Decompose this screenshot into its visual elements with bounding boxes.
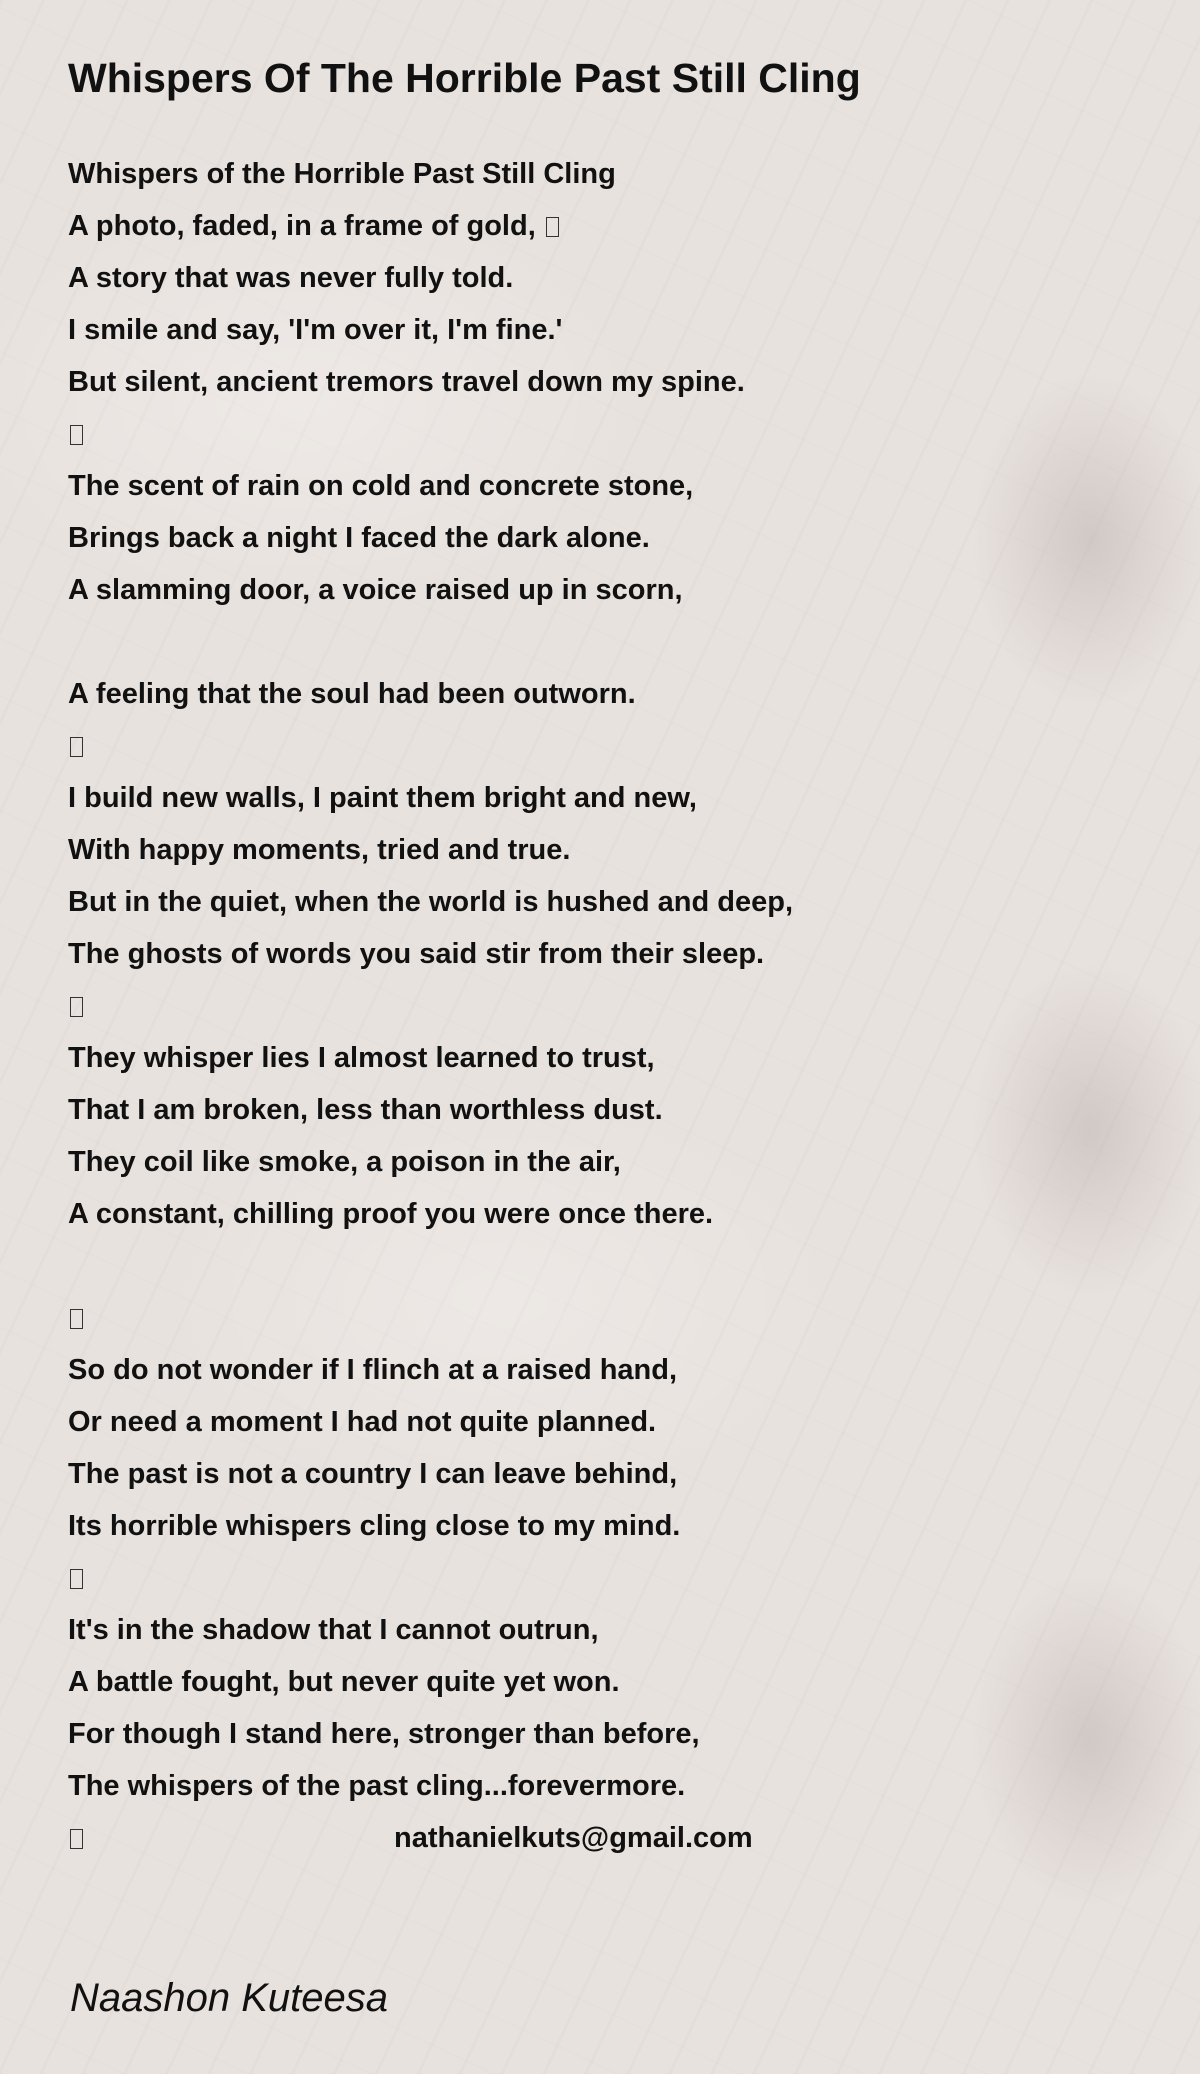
poem-line	[68, 460, 1148, 512]
poem-line	[68, 980, 1148, 1032]
poem-line	[68, 720, 1148, 772]
poem-line-text: A constant, chilling proof you were once there.	[68, 1198, 714, 1230]
poem-line	[68, 1760, 1148, 1812]
poem-line	[68, 1396, 1148, 1448]
poem-line-text: A feeling that the soul had been outworn.	[68, 678, 636, 710]
poem-line-text: That I am broken, less than worthless dust.	[68, 1094, 663, 1126]
poem-line	[68, 252, 1148, 304]
poem-line-text: So do not wonder if I flinch at a raised hand,	[68, 1354, 678, 1386]
poem-line	[68, 1500, 1148, 1552]
poem-line	[68, 1292, 1148, 1344]
missing-glyph-icon	[70, 1829, 83, 1849]
poem-line	[68, 512, 1148, 564]
poem-line-text: A story that was never fully told.	[68, 262, 514, 294]
poem-line	[68, 1604, 1148, 1656]
poem-line-text: I smile and say, 'I'm over it, I'm fine.'	[68, 314, 563, 346]
poem-line	[68, 1552, 1148, 1604]
poem-line-text: It's in the shadow that I cannot outrun,	[68, 1614, 599, 1646]
poem-line	[68, 304, 1148, 356]
poem-line-text: A battle fought, but never quite yet won.	[68, 1666, 620, 1698]
poem-line-text: The ghosts of words you said stir from their sleep.	[68, 938, 765, 970]
poem-line	[68, 1084, 1148, 1136]
poem-line-text: The past is not a country I can leave behind,	[68, 1458, 678, 1490]
poem-line-text: Or need a moment I had not quite planned.	[68, 1406, 657, 1438]
poem-line-email	[68, 1812, 1148, 1864]
poem-line-text: The scent of rain on cold and concrete stone,	[68, 470, 694, 502]
missing-glyph-icon	[70, 737, 83, 757]
poem-line	[68, 356, 1148, 408]
poem-line	[68, 200, 1148, 252]
missing-glyph-icon	[70, 1309, 83, 1329]
poem-line	[68, 772, 1148, 824]
missing-glyph-icon	[70, 1569, 83, 1589]
missing-glyph-icon	[70, 997, 83, 1017]
poem-line	[68, 1136, 1148, 1188]
poem-line-text: They coil like smoke, a poison in the air,	[68, 1146, 621, 1178]
poem-line	[68, 1708, 1148, 1760]
poem-author[interactable]: Naashon Kuteesa	[70, 1976, 389, 2020]
poem-line	[68, 1240, 1148, 1292]
poem-line-text: A slamming door, a voice raised up in scorn,	[68, 574, 683, 606]
poem-line	[68, 1656, 1148, 1708]
poem-line	[68, 408, 1148, 460]
poem-line	[68, 616, 1148, 668]
author-email: nathanielkuts@gmail.com	[394, 1822, 753, 1854]
poem-line-text: But in the quiet, when the world is hushed and deep,	[68, 886, 794, 918]
poem-line-text: Brings back a night I faced the dark alone.	[68, 522, 650, 554]
poem-line-text: Whispers of the Horrible Past Still Cling	[68, 158, 616, 190]
poem-line-text: But silent, ancient tremors travel down my spine.	[68, 366, 745, 398]
poem-line-text: Its horrible whispers cling close to my mind.	[68, 1510, 681, 1542]
poem-line-text: The whispers of the past cling...forevermore.	[68, 1770, 686, 1802]
poem-line	[68, 1344, 1148, 1396]
poem-line-text: A photo, faded, in a frame of gold,	[68, 210, 544, 242]
poem-line	[68, 928, 1148, 980]
poem-line	[68, 1188, 1148, 1240]
poem-line	[68, 1032, 1148, 1084]
poem-line	[68, 564, 1148, 616]
poem-line-text: With happy moments, tried and true.	[68, 834, 571, 866]
poem-line	[68, 1448, 1148, 1500]
poem-line	[68, 824, 1148, 876]
missing-glyph-icon	[70, 425, 83, 445]
poem-line	[68, 668, 1148, 720]
poem-line	[68, 876, 1148, 928]
missing-glyph-icon	[546, 217, 559, 237]
poem-body	[68, 148, 1148, 1864]
poem-title: Whispers Of The Horrible Past Still Cling	[68, 55, 861, 101]
poem-line	[68, 148, 1148, 200]
poem-line-text: I build new walls, I paint them bright and new,	[68, 782, 697, 814]
poem-line-text: They whisper lies I almost learned to trust,	[68, 1042, 655, 1074]
poem-line-text: For though I stand here, stronger than before,	[68, 1718, 700, 1750]
